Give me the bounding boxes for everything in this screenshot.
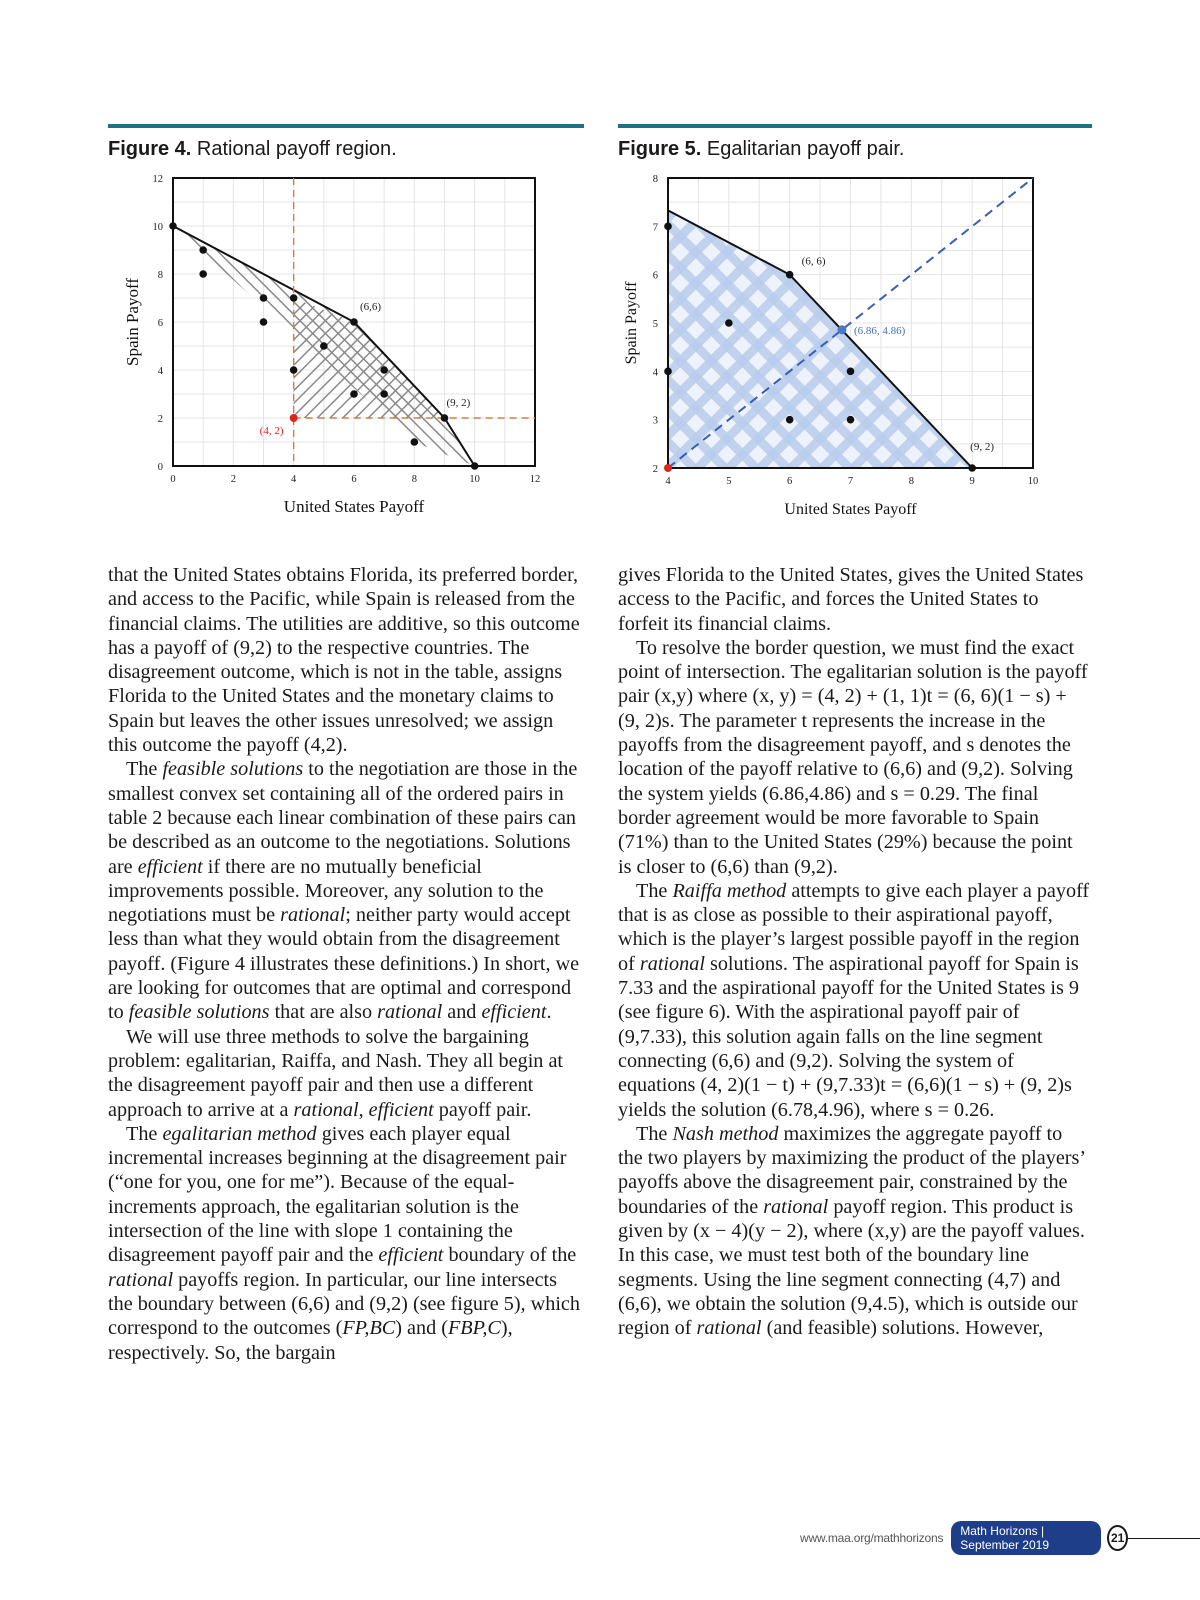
y-tick-label: 0: [157, 462, 163, 473]
y-tick-label: 8: [652, 174, 658, 185]
data-point: [847, 368, 855, 376]
data-point: [199, 246, 207, 254]
footer-line: [1128, 1538, 1200, 1539]
x-tick-label: 10: [469, 474, 480, 485]
y-tick-label: 10: [152, 222, 163, 233]
page-footer: [800, 1524, 1200, 1552]
y-tick-label: 6: [157, 318, 163, 329]
y-tick-label: 2: [652, 464, 658, 475]
figure-5-chart: [618, 168, 1094, 538]
disagreement-point: [290, 414, 298, 422]
figure-5-caption: [618, 138, 904, 161]
left-paragraph-4: The egalitarian method gives each player equal incremental increases beginning at the disagreement pair (“one for you, one for me”). Because of the equal-increments approach, the egalitarian solution is the intersection of the line with slope 1 containing the disagreement payoff pair and the efficient boundary of the rational payoffs region. In particular, our line intersects the boundary between (6,6) and (9,2) (see figure 5), which correspond to the outcomes (FP,BC) and (FBP,C), respectively. So, the bargain: [108, 1122, 580, 1364]
data-point: [290, 294, 298, 302]
figure-5-title: Egalitarian payoff pair.: [706, 138, 905, 160]
left-paragraph-3: We will use three methods to solve the bargaining problem: egalitarian, Raiffa, and Nash. They all begin at the disagreement payoff pair and then use a different approach to arrive at a rational, efficient payoff pair.: [108, 1025, 564, 1121]
rational-region-hatch: [294, 298, 445, 418]
data-point: [786, 271, 794, 279]
data-point: [320, 342, 328, 350]
data-point: [471, 462, 479, 470]
footer-magazine: Math Horizons | September 2019: [951, 1521, 1101, 1555]
y-tick-label: 5: [652, 319, 658, 330]
data-point: [380, 366, 388, 374]
data-point: [290, 366, 298, 374]
figure-4-chart: [108, 168, 584, 538]
x-tick-label: 7: [847, 476, 854, 487]
y-tick-label: 4: [652, 367, 658, 379]
right-paragraph-3: The Raiffa method attempts to give each player a payoff that is as close as possible to their aspirational payoff, which is the player’s largest possible payoff in the region of rational solutions. The aspirational payoff for Spain is 7.33 and the aspirational payoff for the United States is 9 (see figure 6). With the aspirational payoff pair of (9,7.33), this solution again falls on the line segment connecting (6,6) and (9,2). Solving the system of equations (4, 2)(1 − t) + (9,7.33)t = (6,6)(1 − s) + (9, 2)s yields the solution (6.78,4.96), where s = 0.26.: [618, 879, 1090, 1121]
left-paragraph-2: The feasible solutions to the negotiation are those in the smallest convex set containing all of the ordered pairs in table 2 because each linear combination of these pairs can be described as an outcome to the negotiations. Solutions are efficient if there are no mutually beneficial improvements possible. Moreover, any solution to the negotiations must be rational; neither party would accept less than what they would obtain from the disagreement payoff. (Figure 4 illustrates these definitions.) In short, we are looking for outcomes that are optimal and correspond to feasible solutions that are also rational and efficient.: [108, 758, 580, 1024]
x-axis-label: United States Payoff: [283, 497, 425, 516]
data-point: [380, 390, 388, 398]
x-tick-label: 2: [230, 474, 236, 485]
x-tick-label: 4: [665, 476, 671, 487]
x-tick-label: 8: [908, 476, 914, 487]
data-point: [260, 294, 268, 302]
page-number: 21: [1107, 1525, 1128, 1551]
annotation-label: (6, 6): [801, 255, 826, 268]
annotation-label: (4, 2): [259, 425, 284, 437]
figure-4-label: Figure 4.: [108, 138, 192, 160]
left-column: [108, 563, 580, 1365]
data-point: [199, 270, 207, 278]
left-paragraph-1: that the United States obtains Florida, its preferred border, and access to the Pacific, while Spain is released from the financial claims. The utilities are additive, so this outcome has a payoff of (9,2) to the respective countries. The disagreement outcome, which is not in the table, assigns Florida to the United States and the monetary claims to Spain but leaves the other issues unresolved; we assign this outcome the payoff (4,2).: [108, 564, 580, 757]
figure-5-label: Figure 5.: [618, 138, 702, 160]
x-tick-label: 10: [1027, 476, 1039, 487]
x-tick-label: 0: [170, 474, 176, 485]
y-tick-label: 3: [652, 415, 658, 427]
right-paragraph-4: The Nash method maximizes the aggregate payoff to the two players by maximizing the product of the players’ payoffs above the disagreement pair, constrained by the boundaries of the rational payoff region. This product is given by (x − 4)(y − 2), where (x,y) are the payoff values. In this case, we must test both of the boundary line segments. Using the line segment connecting (4,7) and (6,6), we obtain the solution (9,4.5), which is outside our region of rational (and feasible) solutions. However,: [618, 1122, 1085, 1340]
y-tick-label: 4: [157, 366, 163, 377]
x-tick-label: 6: [351, 474, 357, 485]
annotation-label: (6,6): [360, 301, 382, 313]
data-point: [847, 416, 855, 424]
x-axis-label: United States Payoff: [784, 501, 917, 518]
data-point: [411, 438, 419, 446]
footer-url[interactable]: www.maa.org/mathhorizons: [800, 1531, 944, 1545]
x-tick-label: 4: [291, 474, 297, 485]
data-point: [664, 368, 672, 376]
x-tick-label: 6: [787, 476, 793, 487]
data-point: [441, 414, 449, 422]
y-tick-label: 6: [652, 270, 658, 282]
disagreement-point: [664, 464, 672, 472]
x-tick-label: 5: [726, 476, 732, 487]
x-tick-label: 12: [529, 474, 541, 485]
x-tick-label: 8: [411, 474, 417, 485]
right-column: [618, 563, 1090, 1341]
y-tick-label: 7: [652, 222, 658, 234]
right-paragraph-1: gives Florida to the United States, gives the United States access to the Pacific, and forces the United States to forfeit its financial claims.: [618, 564, 1084, 635]
right-paragraph-2: To resolve the border question, we must find the exact point of intersection. The egalitarian solution is the payoff pair (x,y) where (x, y) = (4, 2) + (1, 1)t = (6, 6)(1 − s) + (9, 2)s. The parameter t represents the increase in the payoffs from the disagreement payoff, and s denotes the location of the payoff relative to (6,6) and (9,2). Solving the system yields (6.86,4.86) and s = 0.29. The final border agreement would be more favorable to Spain (71%) than to the United States (29%) because the point is closer to (6,6) than (9,2).: [618, 636, 1088, 878]
data-point: [350, 390, 358, 398]
y-tick-label: 12: [152, 174, 163, 185]
annotation-label: (9, 2): [446, 397, 471, 409]
data-point: [725, 319, 733, 327]
data-point: [169, 222, 177, 230]
annotation-label: (6.86, 4.86): [853, 324, 906, 337]
data-point: [350, 318, 358, 326]
egalitarian-point: [837, 325, 846, 334]
annotation-label: (9, 2): [970, 441, 994, 453]
y-axis-label: Spain Payoff: [623, 281, 640, 365]
figure-4-title: Rational payoff region.: [196, 138, 397, 160]
figure-4-rule: [108, 124, 584, 128]
data-point: [786, 416, 794, 424]
data-point: [968, 464, 976, 472]
figure-4-caption: [108, 138, 397, 161]
y-tick-label: 2: [157, 414, 163, 425]
x-tick-label: 9: [969, 476, 975, 487]
data-point: [260, 318, 268, 326]
data-point: [664, 223, 672, 231]
y-axis-label: Spain Payoff: [123, 278, 142, 366]
figure-5-rule: [618, 124, 1092, 128]
y-tick-label: 8: [157, 270, 163, 281]
